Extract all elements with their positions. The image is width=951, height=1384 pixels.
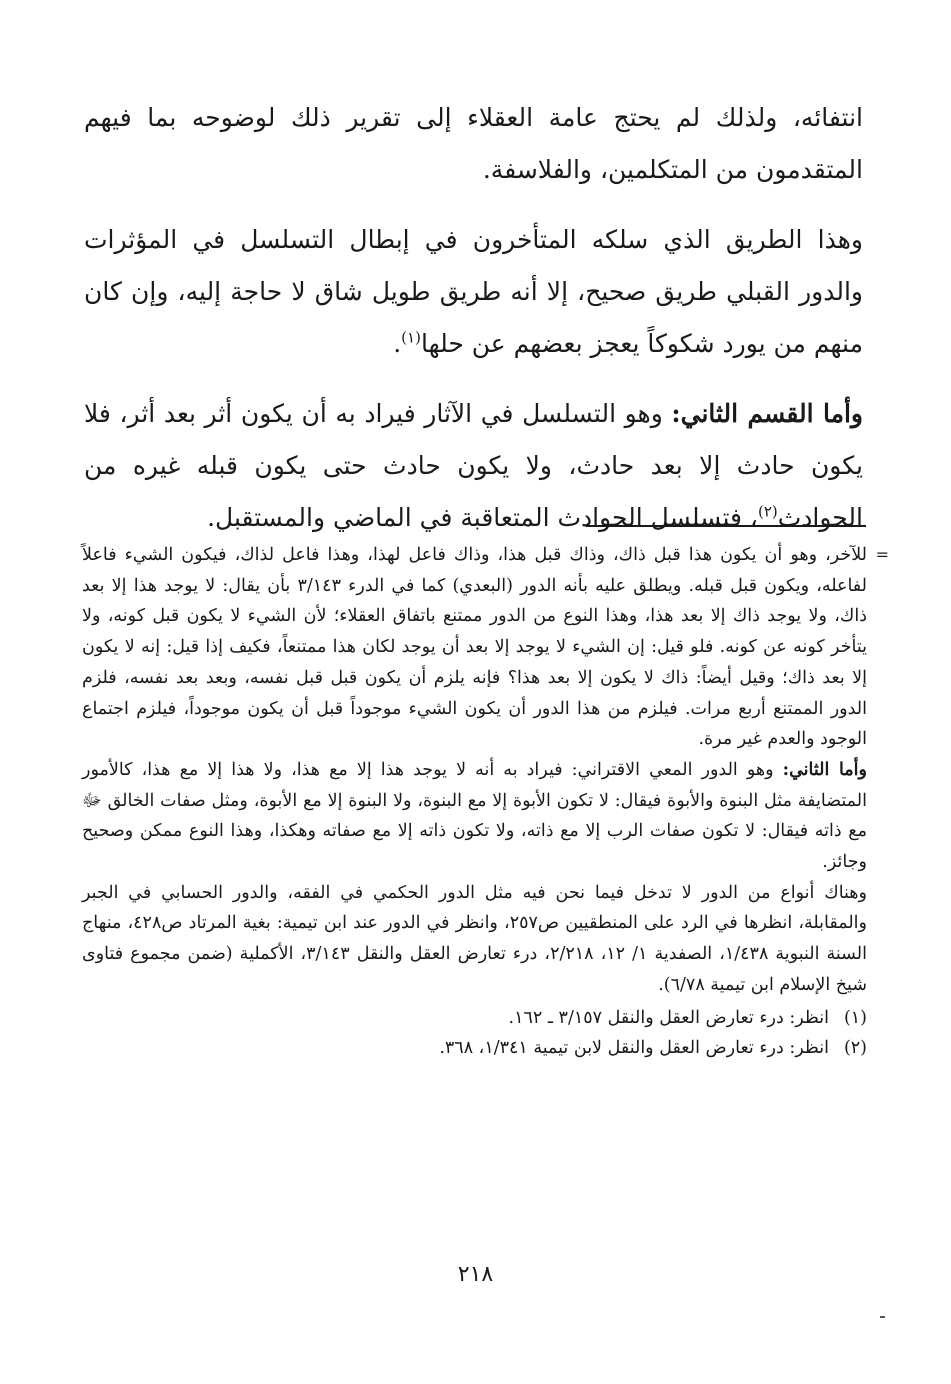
note-heading-second: وأما الثاني: (782, 759, 867, 780)
footnote-text-2: انظر: درء تعارض العقل والنقل لابن تيمية ١/٣٤١، ٣٦٨. (439, 1038, 829, 1059)
footnote-number-1: (١) (843, 1007, 867, 1028)
footnote-ref-2[interactable]: (٢) (757, 502, 778, 521)
page-number: ٢١٨ (457, 1262, 494, 1287)
section-heading-second-part: وأما القسم الثاني: (671, 399, 863, 428)
main-paragraph-3-text: وهو التسلسل في الآثار فيراد به أن يكون أثر بعد أثر، فلا يكون حادث إلا بعد حادث، ولا يكون حادث حتى يكون قبله غيره من الحوادث (84, 399, 863, 532)
note-continued-paragraph-1: للآخر، وهو أن يكون هذا قبل ذاك، وذاك قبل هذا، وذاك فاعل لهذا، وهذا فاعل لذاك، فيكون الشيء فاعلاً لفاعله، ويكون قبل قبله. ويطلق عليه بأنه الدور (البعدي) كما في الدرء ٣/١٤٣ بأن يقال: لا يوجد هذا إلا بعد ذاك، ولا يوجد ذاك إلا بعد هذا، وهذا النوع من الدور ممتنع باتفاق العقلاء؛ لأن الشيء لا يكون قبل كونه، ولا يتأخر كونه عن كونه. فلو قيل: إن الشيء لا يوجد إلا بعد أن يوجد لكان هذا ممتنعاً، فكيف إذا قيل: إنه لا يكون إلا بعد ذاك؛ وقيل أيضاً: ذاك لا يكون إلا بعد هذا؟ فإنه يلزم أن يكون قبل قبل نفسه، وبعد بعد نفسه، فلزم الدور الممتنع أربع مرات. فيلزم من هذا الدور أن يكون الشيء موجوداً قبل أن يكون موجوداً، فيلزم اجتماع الوجود والعدم غير مرة. (82, 545, 867, 750)
main-paragraph-3 (84, 388, 863, 544)
main-text-block (84, 92, 863, 544)
footnote-list (82, 1003, 867, 1064)
main-paragraph-2 (84, 214, 863, 370)
main-paragraph-1: انتفائه، ولذلك لم يحتج عامة العقلاء إلى تقرير ذلك لوضوحه بما فيهم المتقدمون من المتكلمين، والفلاسفة. (84, 103, 863, 184)
note-continued-paragraph-2 (82, 755, 867, 878)
footnotes-block (82, 540, 889, 1064)
scan-speck (880, 1316, 885, 1318)
continuation-mark: = (875, 545, 889, 564)
main-paragraph-2-text: وهذا الطريق الذي سلكه المتأخرون في إبطال التسلسل في المؤثرات والدور القبلي طريق صحيح، إلا أنه طريق طويل شاق لا حاجة إليه، وإن كان منهم من يورد شكوكاً يعجز بعضهم عن حلها (84, 225, 863, 358)
footnote-ref-1[interactable]: (١) (401, 328, 421, 347)
note-paragraph-2-text: وهو الدور المعي الاقتراني: فيراد به أنه لا يوجد هذا إلا مع هذا، ولا هذا إلا مع هذا، كالأمور المتضايفة مثل البنوة والأبوة فيقال: لا تكون الأبوة إلا مع البنوة، ولا البنوة إلا مع الأبوة، ومثل صفات الخالق ﷻ مع ذاته فيقال: لا تكون صفات الرب إلا مع ذاته، ولا تكون ذاته إلا مع صفاته وهكذا، وهذا النوع ممكن وصحيح وجائز. (82, 759, 867, 873)
main-paragraph-3-end: ، فتسلسل الحوادث المتعاقبة في الماضي والمستقبل. (207, 503, 758, 532)
footnote-separator (586, 525, 866, 527)
footnote-text-1: انظر: درء تعارض العقل والنقل ٣/١٥٧ ـ ١٦٢. (508, 1007, 829, 1028)
note-continued-paragraph-3: وهناك أنواع من الدور لا تدخل فيما نحن فيه مثل الدور الحكمي في الفقه، والدور الحسابي في الجبر والمقابلة، انظرها في الرد على المنطقيين ص٢٥٧، وانظر في الدور عند ابن تيمية: بغية المرتاد ص٤٢٨، منهاج السنة النبوية ١/٤٣٨، الصفدية ١/ ١٢، ٢/٢١٨، درء تعارض العقل والنقل ٣/١٤٣، الأكملية (ضمن مجموع فتاوى شيخ الإسلام ابن تيمية ٦/٧٨). (82, 882, 867, 995)
footnote-item-2 (82, 1033, 867, 1064)
footnote-item-1 (82, 1003, 867, 1034)
main-paragraph-2-end: . (393, 329, 402, 358)
footnote-number-2: (٢) (843, 1038, 867, 1059)
